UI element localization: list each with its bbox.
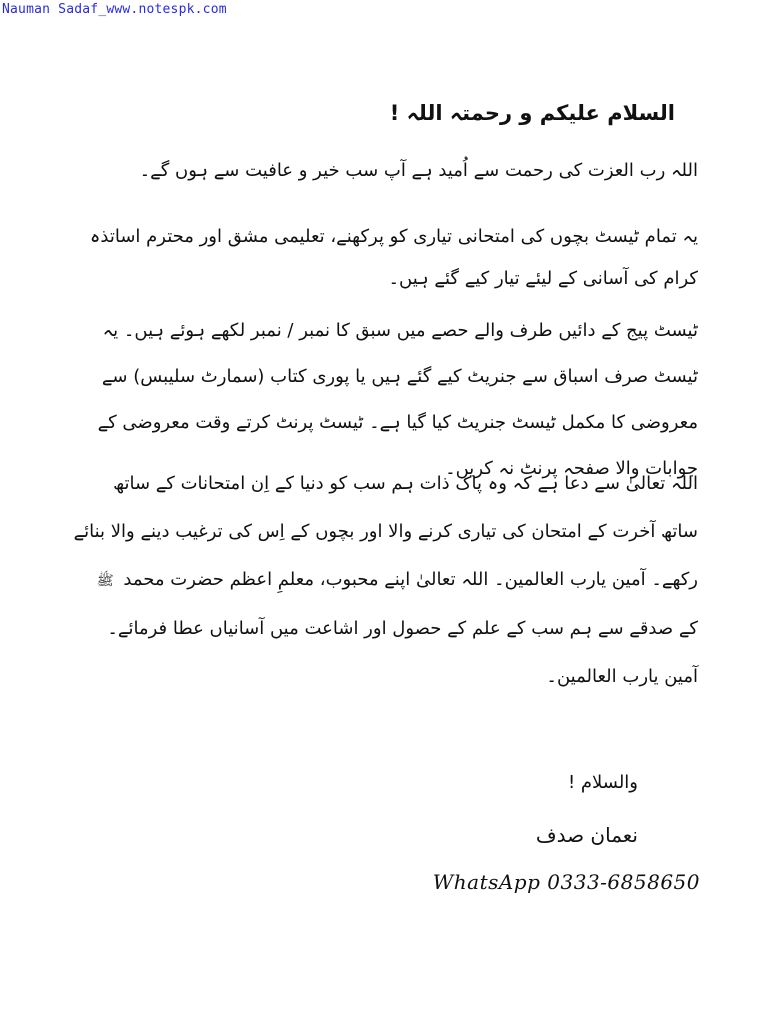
paragraph-blessing: اللہ رب العزت کی رحمت سے اُمید ہے آپ سب خیر و عافیت سے ہوں گے۔ (139, 160, 698, 181)
paragraph-prayer (72, 460, 698, 653)
salutation-symbol: ﷺ (96, 573, 114, 589)
prayer-text-part1: اللہ تعالیٰ سے دعا ہے کہ وہ پاک ذات ہم سب کو دنیا کے اِن امتحانات کے ساتھ ساتھ آخرت کے امتحان کی تیاری کرنے والا اور بچوں کے اِس کی ترغیب دینے والا بنائے رکھے۔ آمین یارب العالمین۔ اللہ تعالیٰ اپنے محبوب، معلمِ اعظم حضرت محمد (73, 473, 698, 590)
header-watermark-link[interactable]: Nauman Sadaf_www.notespk.com (2, 2, 227, 17)
paragraph-purpose: یہ تمام ٹیسٹ بچوں کی امتحانی تیاری کو پرکھنے، تعلیمی مشق اور محترم اساتذہ کرام کی آسانی کے لیئے تیار کیے گئے ہیں۔ (89, 226, 698, 289)
paragraph-ameen: آمین یارب العالمین۔ (546, 666, 698, 687)
author-signature: نعمان صدف (535, 823, 638, 847)
greeting-heading: السلام علیکم و رحمتہ اللہ ! (389, 101, 675, 125)
paragraph-instructions: ٹیسٹ پیج کے دائیں طرف والے حصے میں سبق کا نمبر / نمبر لکھے ہوئے ہیں۔ یہ ٹیسٹ صرف اسباق سے جنریٹ کیے گئے ہیں یا پوری کتاب (سمارٹ سلیبس) سے معروضی کا مکمل ٹیسٹ جنریٹ کیا گیا ہے۔ ٹیسٹ پرنٹ کرتے وقت معروضی کے جوابات والا صفحہ پرنٹ نہ کریں۔ (97, 320, 698, 479)
whatsapp-contact: WhatsApp 0333-6858650 (432, 870, 700, 894)
closing-salutation: والسلام ! (567, 772, 638, 793)
prayer-text-part2: کے صدقے سے ہم سب کے علم کے حصول اور اشاعت میں آسانیاں عطا فرمائے۔ (107, 618, 698, 639)
